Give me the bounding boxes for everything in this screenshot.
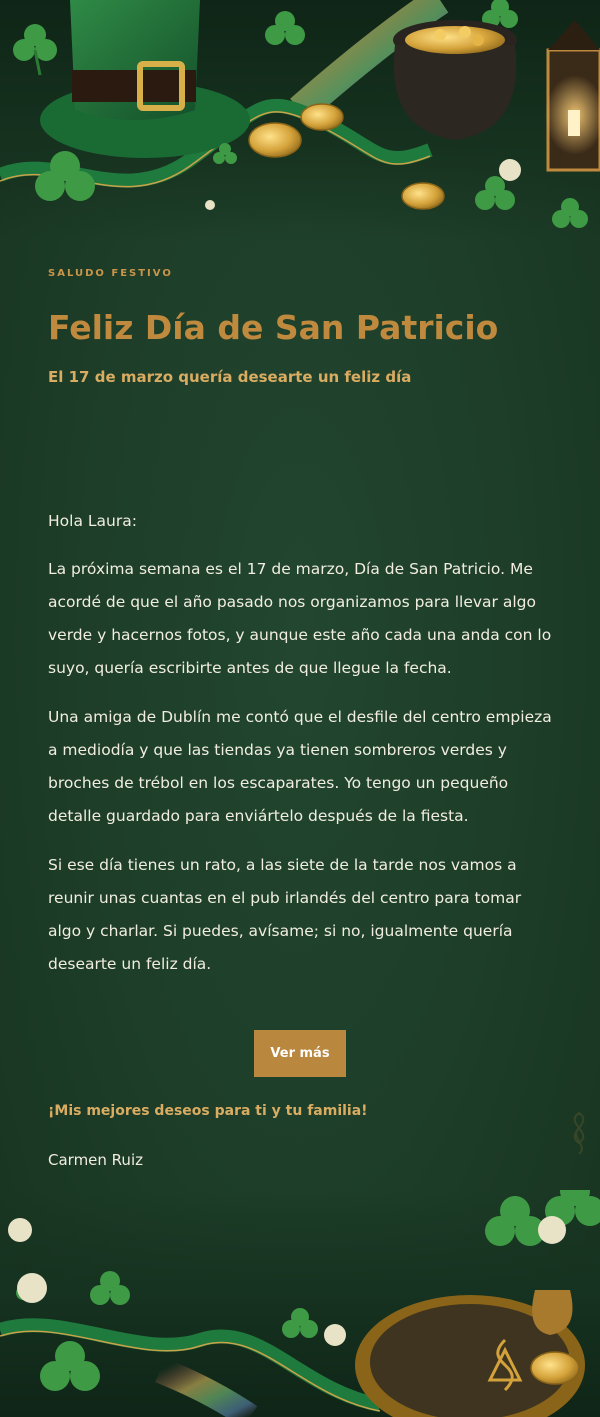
page-title: Feliz Día de San Patricio	[48, 308, 499, 347]
letter-paragraph-1: La próxima semana es el 17 de marzo, Día de San Patricio. Me acordé de que el año pasado nos organizamos para llevar algo verde y hacernos fotos, y aunque este año cada una anda con lo suyo, quería escribirte antes de que llegue la fecha.	[48, 560, 552, 677]
gold-coin-icon	[531, 1352, 579, 1384]
pot-of-gold-icon	[393, 20, 517, 140]
letter-body	[48, 505, 558, 997]
letter-paragraph-3: Si ese día tienes un rato, a las siete de la tarde nos vamos a reunir unas cuantas en el pub irlandés del centro para tomar algo y charlar. Si puedes, avísame; si no, igualmente quería desearte un feliz día.	[48, 856, 522, 973]
footer-illustration	[0, 1190, 600, 1417]
eyebrow-label: SALUDO FESTIVO	[48, 268, 173, 279]
leprechaun-hat-icon	[40, 0, 250, 158]
celtic-knot-icon	[564, 1108, 594, 1158]
lantern-icon	[545, 20, 600, 170]
clover-flower-icon	[205, 159, 521, 210]
closing-wishes: ¡Mis mejores deseos para ti y tu familia!	[48, 1103, 368, 1119]
page-subtitle: El 17 de marzo quería desearte un feliz día	[48, 368, 412, 386]
signature: Carmen Ruiz	[48, 1151, 143, 1169]
letter-greeting: Hola Laura:	[48, 512, 137, 530]
header-illustration	[0, 0, 600, 240]
ver-mas-button[interactable]: Ver más	[254, 1030, 346, 1077]
letter-paragraph-2: Una amiga de Dublín me contó que el desfile del centro empieza a mediodía y que las tiendas ya tienen sombreros verdes y broches de trébol en los escaparates. Yo tengo un pequeño detalle guardado para enviártelo después de la fiesta.	[48, 708, 552, 825]
